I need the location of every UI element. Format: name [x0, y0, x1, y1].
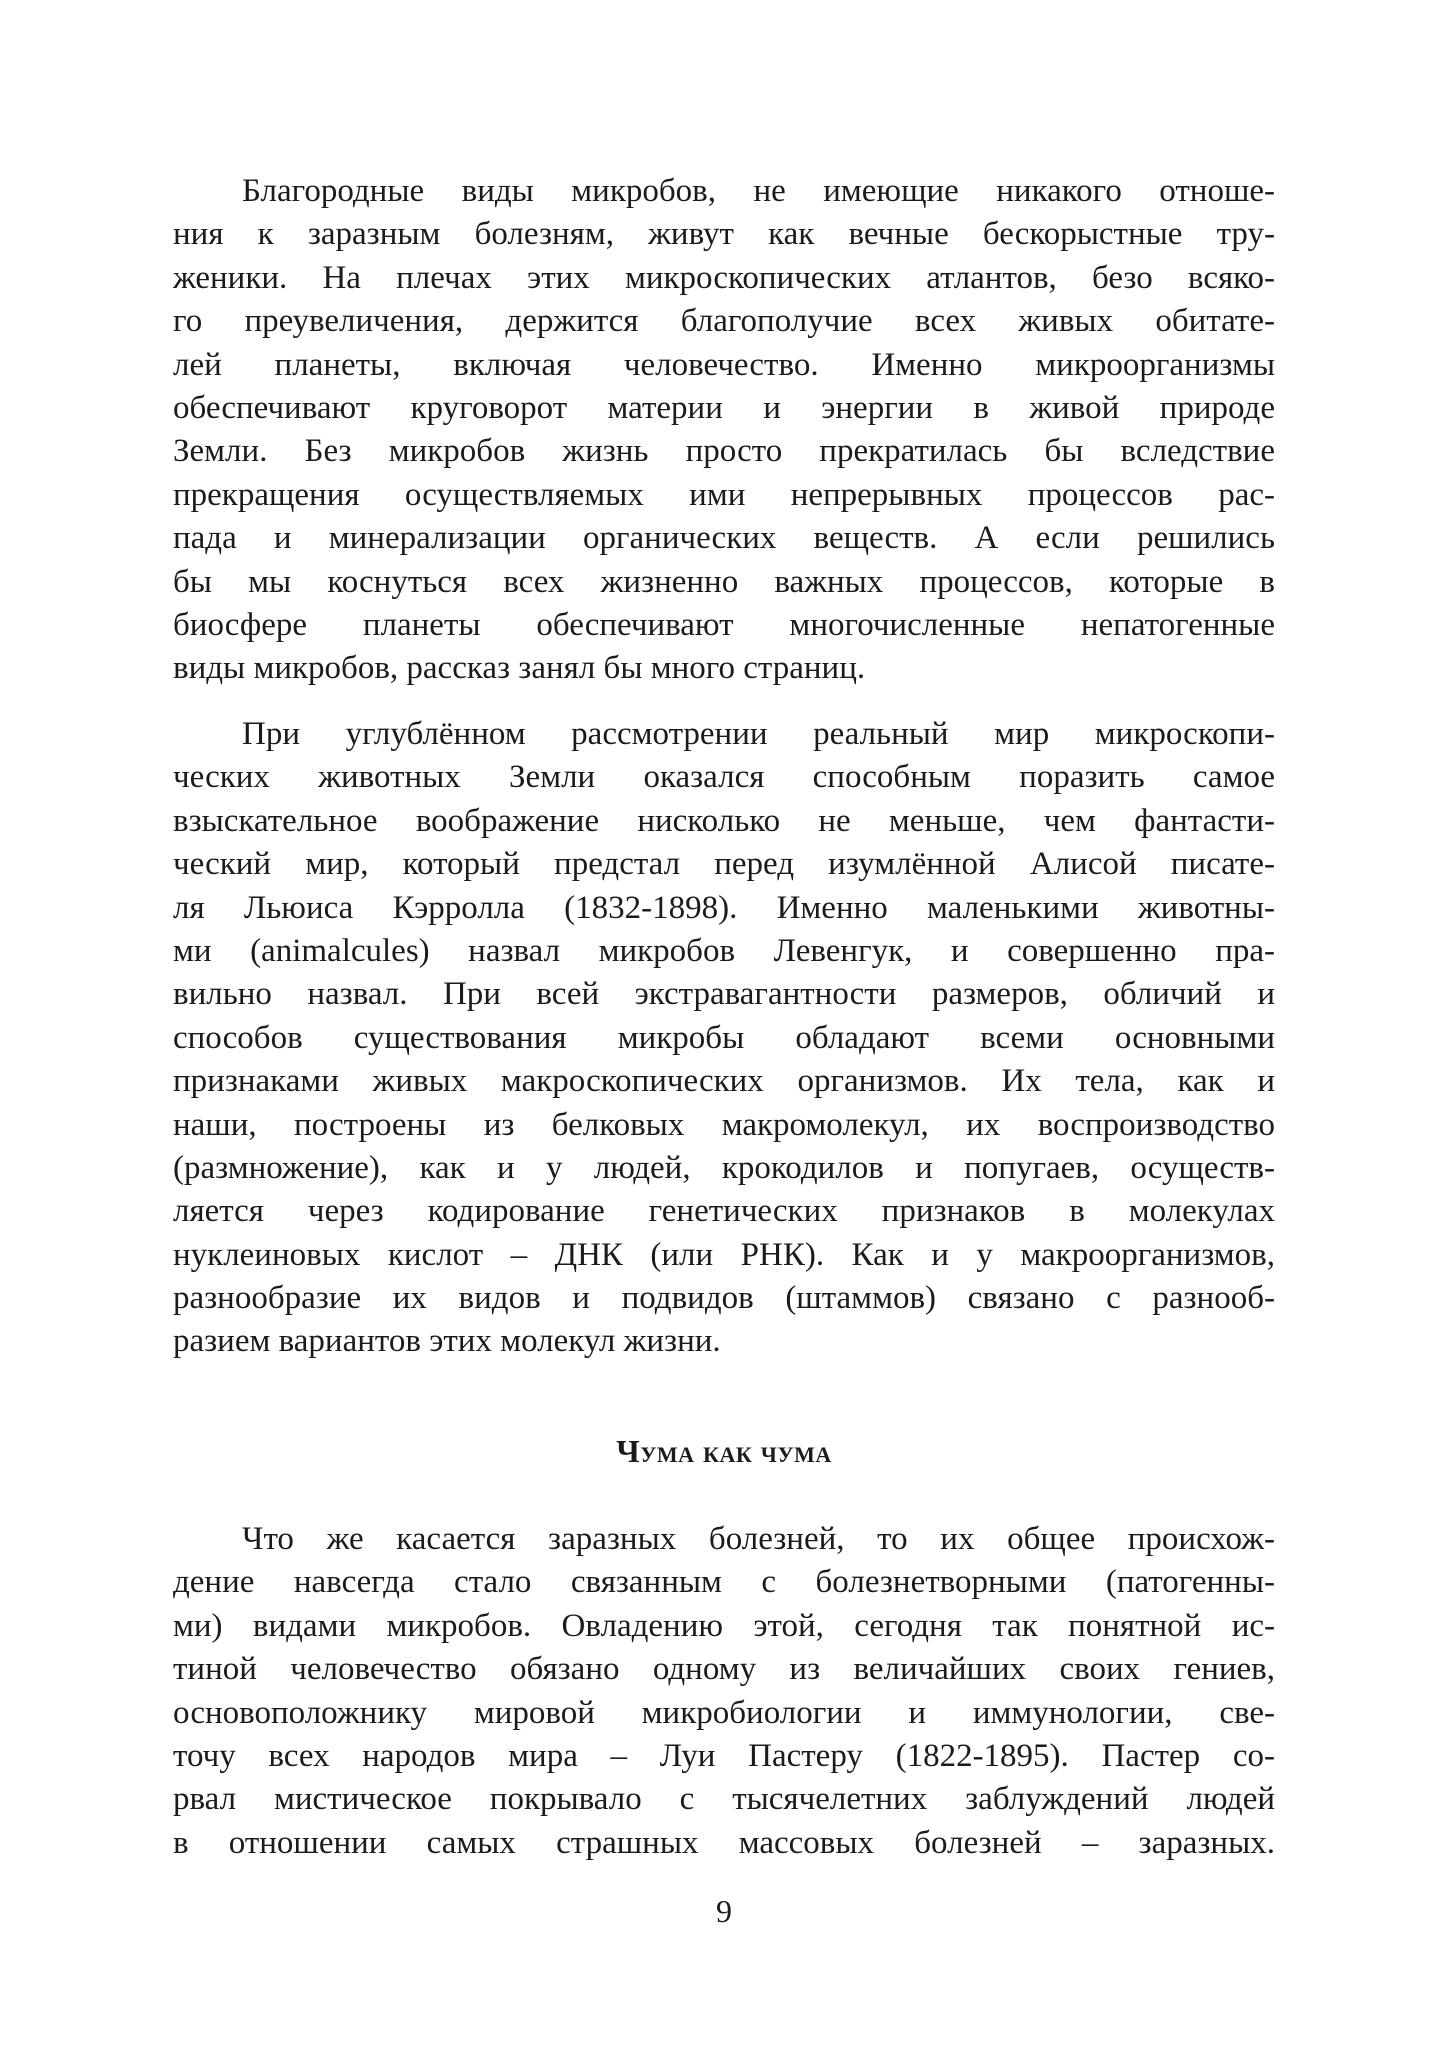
paragraph-2 — [173, 713, 1275, 1364]
text-line: биосфере планеты обеспечивают многочисленные непатогенные — [173, 606, 1275, 643]
text-line: ля Льюиса Кэрролла (1832-1898). Именно маленькими животны- — [173, 889, 1275, 926]
page-number: 9 — [716, 1893, 732, 1929]
section-heading: Чума как чума — [616, 1433, 832, 1469]
text-line: ния к заразным болезням, живут как вечные бескорыстные тру- — [173, 216, 1275, 253]
text-line: рвал мистическое покрывало с тысячелетних заблуждений людей — [173, 1781, 1275, 1818]
text-line: признаками живых макроскопических организмов. Их тела, как и — [173, 1063, 1275, 1100]
text-line: ляется через кодирование генетических признаков в молекулах — [173, 1193, 1275, 1230]
text-line: (размножение), как и у людей, крокодилов и попугаев, осуществ- — [173, 1149, 1275, 1186]
text-line: женики. На плечах этих микроскопических атлантов, безо всяко- — [173, 259, 1275, 296]
text-line: дение навсегда стало связанным с болезнетворными (патогенны- — [173, 1564, 1275, 1601]
text-line: При углублённом рассмотрении реальный мир микроскопи- — [242, 716, 1275, 752]
text-line: вильно назвал. При всей экстравагантности размеров, обличий и — [173, 976, 1275, 1013]
text-line: прекращения осуществляемых ими непрерывных процессов рас- — [173, 476, 1275, 513]
text-line: ми (animalcules) назвал микробов Левенгук, и совершенно пра- — [173, 932, 1275, 969]
text-line: разнообразие их видов и подвидов (штаммов) связано с разнооб- — [173, 1280, 1275, 1317]
text-line: наши, построены из белковых макромолекул, их воспроизводство — [173, 1106, 1275, 1143]
text-line: разием вариантов этих молекул жизни. — [173, 1323, 721, 1360]
text-line: нуклеиновых кислот – ДНК (или РНК). Как и у макроорганизмов, — [173, 1236, 1275, 1273]
paragraph-1 — [173, 170, 1275, 691]
text-line: точу всех народов мира – Луи Пастеру (1822-1895). Пастер со- — [173, 1737, 1275, 1774]
paragraph-3 — [173, 1518, 1275, 1865]
text-line: Что же касается заразных болезней, то их общее происхож- — [242, 1521, 1275, 1557]
text-line: взыскательное воображение нисколько не меньше, чем фантасти- — [173, 802, 1275, 839]
text-line: Земли. Без микробов жизнь просто прекратилась бы вследствие — [173, 433, 1275, 470]
text-line: в отношении самых страшных массовых болезней – заразных. — [173, 1824, 1275, 1861]
text-line: лей планеты, включая человечество. Именно микроорганизмы — [173, 346, 1275, 383]
text-line: обеспечивают круговорот материи и энергии в живой природе — [173, 389, 1275, 426]
text-line: го преувеличения, держится благополучие всех живых обитате- — [173, 303, 1275, 340]
text-line: способов существования микробы обладают всеми основными — [173, 1019, 1275, 1056]
text-line: виды микробов, рассказ занял бы много страниц. — [173, 650, 866, 687]
text-line: бы мы коснуться всех жизненно важных процессов, которые в — [173, 563, 1275, 600]
text-line: тиной человечество обязано одному из величайших своих гениев, — [173, 1651, 1275, 1688]
text-line: пада и минерализации органических веществ. А если решились — [173, 520, 1275, 557]
text-line: Благородные виды микробов, не имеющие никакого отноше- — [242, 173, 1275, 209]
text-line: основоположнику мировой микробиологии и иммунологии, све- — [173, 1694, 1275, 1731]
text-line: ческий мир, который предстал перед изумлённой Алисой писате- — [173, 846, 1275, 883]
text-line: ми) видами микробов. Овладению этой, сегодня так понятной ис- — [173, 1607, 1275, 1644]
text-line: ческих животных Земли оказался способным поразить самое — [173, 759, 1275, 796]
